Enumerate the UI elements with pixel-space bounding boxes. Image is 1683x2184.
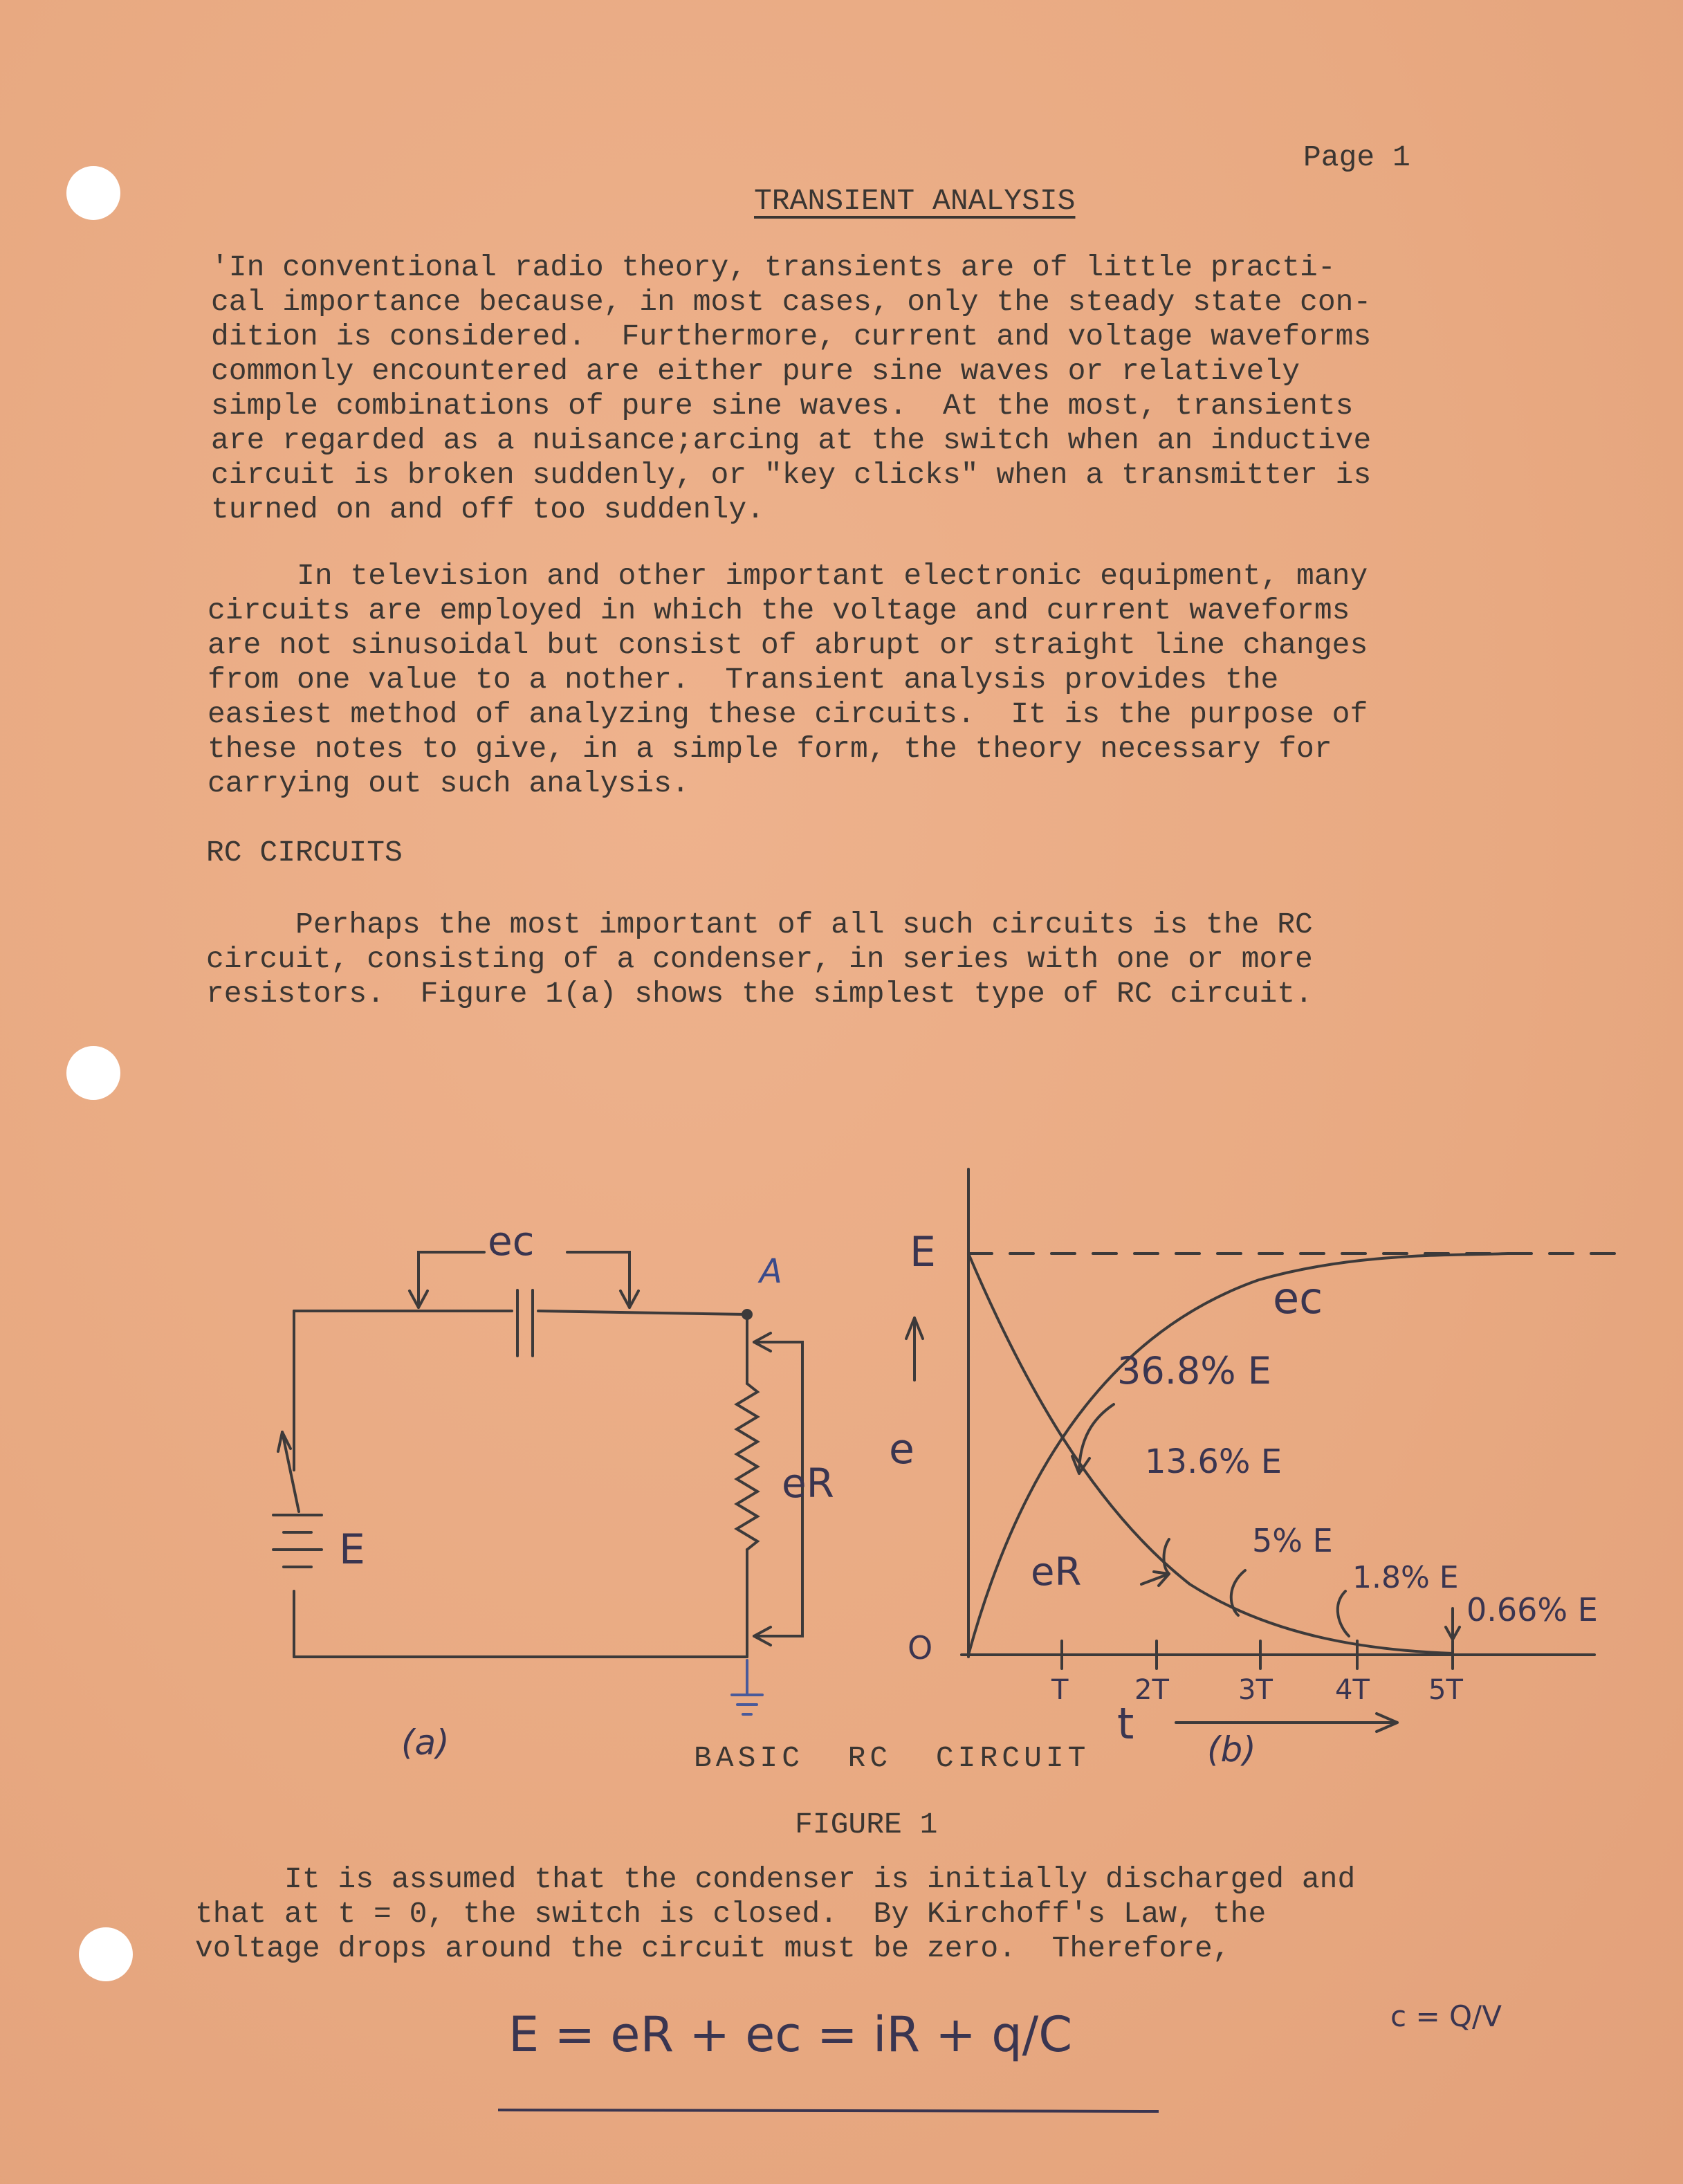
paragraph-kirchoff: It is assumed that the condenser is initially discharged and that at t = 0, the switch is closed. By Kirchoff's Law, the voltage drops around the circuit must be zero. Therefore, (195, 1862, 1356, 1965)
section-heading: RC CIRCUITS (206, 836, 403, 870)
tick-label-4t: 4T (1335, 1674, 1370, 1706)
page-number: Page 1 (1303, 140, 1410, 174)
x-axis-label-t: t (1117, 1698, 1134, 1749)
side-note-capacitance: c = Q/V (1390, 1999, 1502, 2033)
label-part-b: (b) (1207, 1729, 1256, 1770)
label-er: eR (782, 1460, 834, 1507)
annotation-0-66: 0.66% E (1466, 1591, 1598, 1628)
annotation-5: 5% E (1252, 1522, 1333, 1559)
label-part-a: (a) (401, 1723, 450, 1763)
page-title: TRANSIENT ANALYSIS (754, 184, 1076, 218)
tick-label-5t: 5T (1428, 1674, 1463, 1706)
equation-underline (498, 2110, 1159, 2111)
label-battery-e: E (339, 1525, 365, 1574)
tick-label-3t: 3T (1238, 1674, 1273, 1706)
equation-handwritten: E = eR + ec = iR + q/C (508, 2006, 1073, 2063)
graph-label-e-top: E (910, 1228, 936, 1276)
tick-label-t: T (1051, 1674, 1069, 1706)
annotation-1-8: 1.8% E (1352, 1560, 1459, 1595)
graph-label-origin: O (908, 1629, 933, 1667)
annotation-36-8: 36.8% E (1117, 1349, 1271, 1393)
graph-label-er: eR (1031, 1550, 1082, 1595)
label-node-a: A (760, 1252, 782, 1291)
graph-label-e: e (889, 1425, 914, 1474)
tick-label-2t: 2T (1134, 1674, 1169, 1706)
label-ec: ec (488, 1218, 535, 1265)
paragraph-rc: Perhaps the most important of all such circuits is the RC circuit, consisting of a condenser, in series with one or more resistors. Figure 1(a) shows the simplest type of RC circuit. (206, 908, 1313, 1011)
paragraph-intro: 'In conventional radio theory, transients are of little practi- cal importance because, in most cases, only the steady state con- dition is considered. Furthermore, current and voltage waveforms commonly encountered are either pure sine waves or relatively simple combinations of pure sine waves. At the most, transients are regarded as a nuisance;arcing at the switch when an inductive circuit is broken suddenly, or "key clicks" when a transmitter is turned on and off too suddenly. (211, 250, 1372, 526)
annotation-13-6: 13.6% E (1145, 1442, 1282, 1481)
paragraph-television: In television and other important electronic equipment, many circuits are employed in which the voltage and current waveforms are not sinusoidal but consist of abrupt or straight line changes from one value to a nother. Transient analysis provides the easiest method of analyzing these circuits. It is the purpose of these notes to give, in a simple form, the theory necessary for carrying out such analysis. (208, 559, 1368, 800)
figure-label: FIGURE 1 (795, 1808, 938, 1842)
figure-caption: BASIC RC CIRCUIT (694, 1741, 1090, 1775)
graph-label-ec: ec (1273, 1273, 1323, 1323)
